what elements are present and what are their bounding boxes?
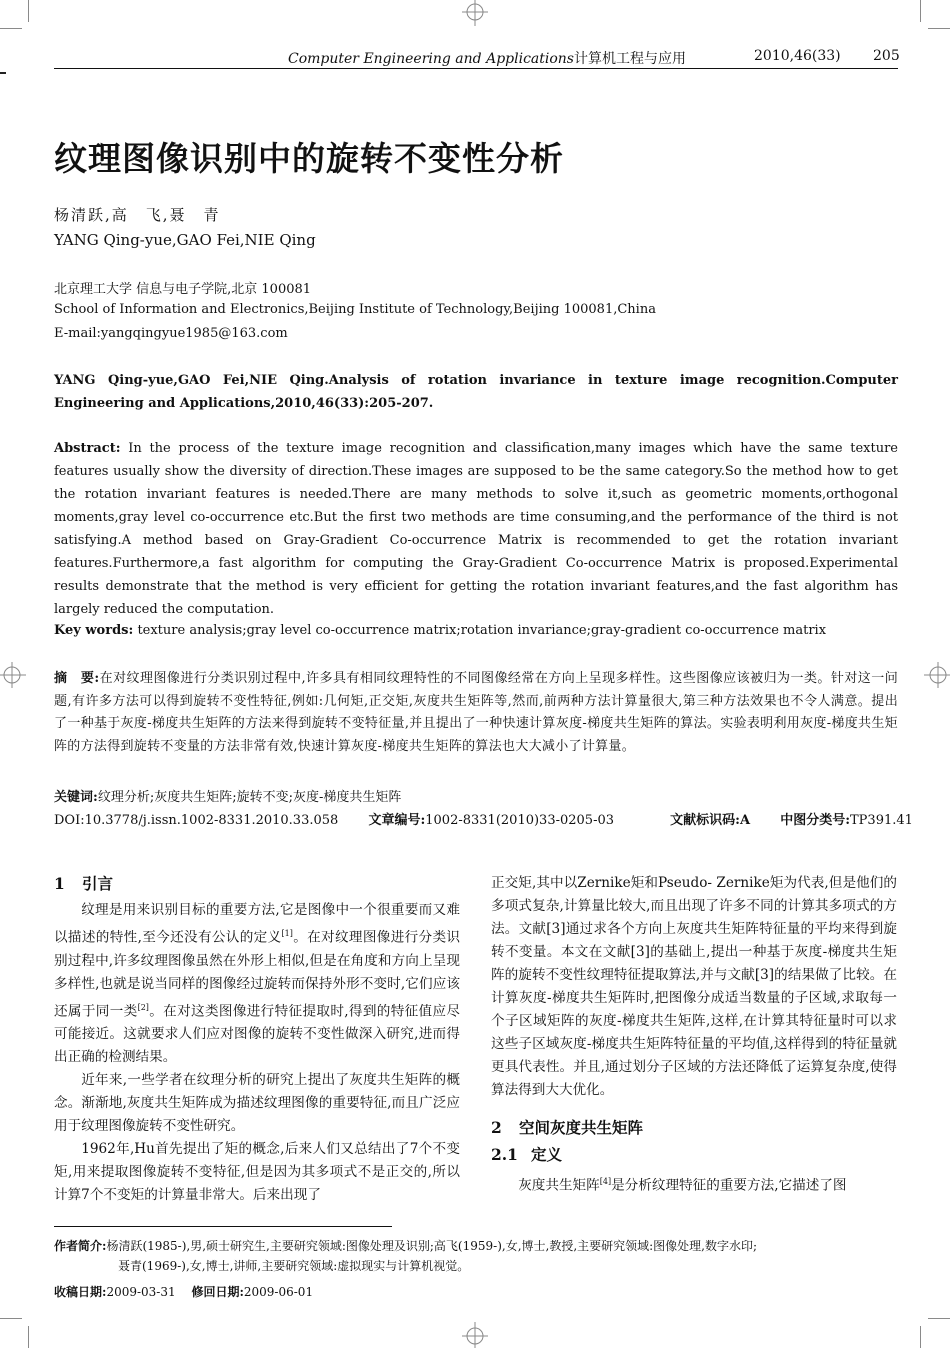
subsection-number: 2.1 [491,1145,518,1164]
reference-mark[interactable]: [4] [599,1177,612,1186]
abstract-cn-label: 摘 要: [54,671,100,686]
paragraph: 1962年,Hu首先提出了矩的概念,后来人们又总结出了7个不变矩,用来提取图像旋转不变特征,但是因为其多项式不是正交的,所以计算7个不变矩的计算量非常大。后来出现了 [54,1141,460,1204]
body-right-column [491,872,897,1198]
reference-mark[interactable]: [1] [281,929,293,938]
revised-label: 修回日期: [191,1285,244,1299]
header-rule [54,68,898,69]
footnote-rule [54,1226,392,1227]
crop-mark [928,1318,950,1319]
section-number: 2 [491,1118,502,1137]
document-code [670,813,750,828]
citation: YANG Qing-yue,GAO Fei,NIE Qing.Analysis of rotation invariance in texture image recognition.Computer Engineering and Applications,2010,46(33):205-207. [54,373,898,411]
keywords-en-label: Key words: [54,623,134,638]
document-code-label: 文献标识码: [670,813,740,828]
author-bio-line: 杨清跃(1985-),男,硕士研究生,主要研究领域:图像处理及识别;高飞(1959-),女,博士,教授,主要研究领域:图像处理,数字水印; [106,1239,758,1253]
crop-mark [920,1326,921,1348]
crop-mark [28,0,29,22]
paragraph-text: 是分析纹理特征的重要方法,它描述了图 [611,1177,847,1194]
abstract-en [54,437,898,621]
keywords-en-text: texture analysis;gray level co-occurrence matrix;rotation invariance;gray-gradient co-occurrence matrix [137,623,827,638]
abstract-en-label: Abstract: [54,441,121,456]
author-bio [54,1236,898,1256]
body-left-column [54,872,460,1207]
keywords-cn-label: 关键词: [54,790,98,805]
crop-mark [0,72,6,74]
paragraph-text: 。在对这类图像进行特征提取时,得到的特征值应尽可能接近。这就要求人们应对图像的旋转不变性做深入研究,进而得出正确的检测结果。 [54,1003,460,1066]
received-label: 收稿日期: [54,1285,107,1299]
document-code-value: A [739,813,751,828]
affiliation-cn: 北京理工大学 信息与电子学院,北京 100081 [54,282,312,297]
paragraph-text: 纹理是用来识别目标的重要方法,它是图像中一个很重要而又难以描述的特性,至今还没有公认的定义 [54,902,460,946]
authors-cn: 杨清跃,高 飞,聂 青 [54,206,221,224]
registration-mark-icon [0,660,30,690]
received-date: 2009-03-31 [106,1285,176,1299]
issue-number: 2010,46(33) [754,48,841,64]
journal-name-cn: 计算机工程与应用 [574,51,686,67]
subsection-heading [491,1143,897,1167]
paragraph-text: 。在对纹理图像进行分类识别过程中,许多纹理图像虽然在外形上相似,但是在角度和方向上呈现多样性,也就是说当同样的图像经过旋转而保持外形不变时,它们应该还属于同一类 [54,929,460,1020]
section-heading [54,872,460,896]
abstract-cn [54,668,898,758]
paper-title: 纹理图像识别中的旋转不变性分析 [54,139,564,178]
keywords-en [54,623,898,638]
paragraph [491,1170,897,1198]
paragraph: 正交矩,其中以Zernike矩和Pseudo- Zernike矩为代表,但是他们的多项式复杂,计算量比较大,而且出现了许多不同的计算其多项式的方法。文献[3]通过求各个方向上灰度共生矩阵特征量的平均来得到旋转不变量。本文在文献[3]的基础上,提出一种基于灰度-梯度共生矩阵的旋转不变性纹理特征提取算法,并与文献[3]的结果做了比较。在计算灰度-梯度共生矩阵时,把图像分成适当数量的子区域,求取每一个子区域矩阵的灰度-梯度共生矩阵,这样,在计算其特征量时可以求这些子区域灰度-梯度共生矩阵特征量的平均值,这样得到的特征量就更具代表性。并且,通过划分子区域的方法还降低了运算复杂度,使得算法得到大大优化。 [491,875,897,1098]
classification-code-label: 中图分类号: [780,813,851,828]
crop-mark [928,28,950,29]
abstract-cn-text: 在对纹理图像进行分类识别过程中,许多具有相同纹理特性的不同图像经常在方向上呈现多样性。这些图像应该被归为一类。针对这一问题,有许多方法可以得到旋转不变性特征,例如:几何矩,正交矩,灰度共生矩阵等,然而,前两种方法计算量很大,第三种方法效果也不令人满意。提出了一种基于灰度-梯度共生矩阵的方法来得到旋转不变特征量,并且提出了一种快速计算灰度-梯度共生矩阵的算法。实验表明利用灰度-梯度共生矩阵的方法得到旋转不变量的方法非常有效,快速计算灰度-梯度共生矩阵的算法也大大减小了计算量。 [54,671,898,754]
doi: DOI:10.3778/j.issn.1002-8331.2010.33.058 [54,813,339,828]
page-number: 205 [873,48,900,64]
reference-mark[interactable]: [2] [137,1002,149,1012]
paragraph [54,899,460,1069]
classification-code-value: TP391.41 [850,813,913,828]
section-title: 引言 [82,874,114,893]
section-number: 1 [54,874,65,893]
article-number-label: 文章编号: [368,813,426,828]
article-number [368,813,640,828]
crop-mark [28,1326,29,1348]
subsection-title: 定义 [531,1145,563,1164]
keywords-cn [54,786,401,805]
registration-mark-icon [920,660,950,690]
section-heading [491,1116,897,1140]
classification-code [780,813,939,828]
crop-mark [0,28,22,29]
article-number-value: 1002-8331(2010)33-0205-03 [425,813,615,828]
journal-header [288,48,686,68]
affiliation-en: School of Information and Electronics,Beijing Institute of Technology,Beijing 100081,China [54,302,656,317]
authors-en: YANG Qing-yue,GAO Fei,NIE Qing [54,231,316,249]
paragraph: 近年来,一些学者在纹理分析的研究上提出了灰度共生矩阵的概念。渐渐地,灰度共生矩阵成为描述纹理图像的重要特征,而且广泛应用于纹理图像旋转不变性研究。 [54,1072,460,1135]
section-title: 空间灰度共生矩阵 [519,1118,644,1137]
crop-mark [920,0,921,22]
article-meta [54,809,913,828]
author-email: E-mail:yangqingyue1985@163.com [54,326,288,341]
abstract-en-text: In the process of the texture image recognition and classification,many images which have the same texture features usually show the diversity of direction.These images are supposed to be the same category.So the method how to get the rotation invariant features is needed.There are many methods to solve it,such as geometric moments,orthogonal moments,gray level co-occurrence etc.But the first two methods are time consuming,and the performance of the third is not satisfying.A method based on Gray-Gradient Co-occurrence Matrix is recommended to get the rotation invariant features.Furthermore,a fast algorithm for computing the Gray-Gradient Co-occurrence Matrix is proposed.Experimental results demonstrate that the method is very efficient for getting the rotation invariant features,and the fast algorithm has largely reduced the computation. [54,441,898,617]
author-bio-line: 聂青(1969-),女,博士,讲师,主要研究领域:虚拟现实与计算机视觉。 [118,1259,470,1273]
crop-mark [0,1318,22,1319]
dates [54,1282,898,1302]
journal-name-en: Computer Engineering and Applications [288,51,574,67]
paragraph-text: 灰度共生矩阵 [518,1177,600,1194]
footnote [54,1236,898,1302]
author-bio-label: 作者简介: [54,1239,107,1253]
keywords-cn-text: 纹理分析;灰度共生矩阵;旋转不变;灰度-梯度共生矩阵 [97,790,402,805]
registration-mark-icon [460,0,490,30]
registration-mark-icon [460,1318,490,1348]
revised-date: 2009-06-01 [243,1285,314,1299]
